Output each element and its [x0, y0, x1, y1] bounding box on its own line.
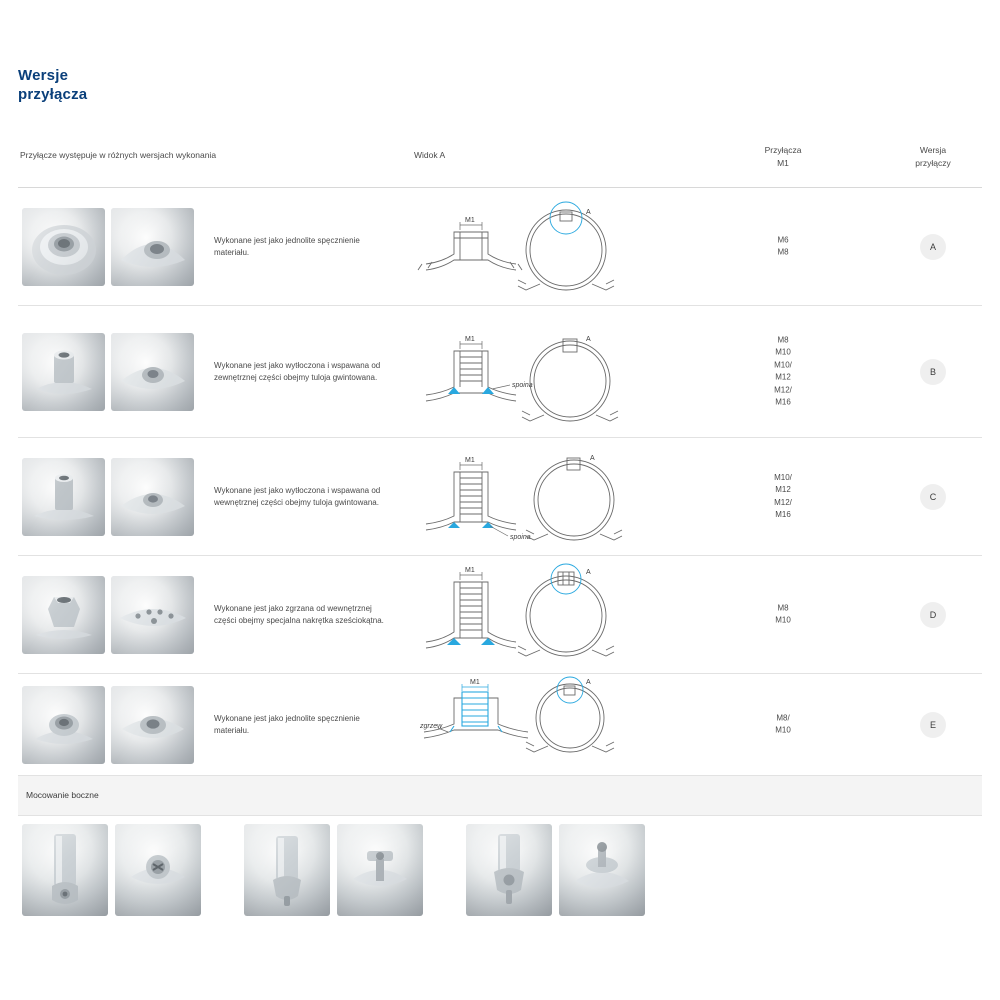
side-product-photo	[244, 824, 330, 916]
table-row	[18, 306, 982, 438]
photo-art-boss-top	[29, 216, 99, 278]
row-m1-values: M8 M10	[775, 603, 791, 625]
side-product-photo	[22, 824, 108, 916]
photo-art-side-clamp-2	[260, 830, 314, 910]
page-title	[18, 66, 87, 104]
side-product-photo	[115, 824, 201, 916]
row-description: Wykonane jest jako jednolite spęcznienie materiału.	[214, 713, 360, 735]
diagram-label-m1: M1	[470, 678, 480, 686]
version-badge: B	[920, 359, 946, 385]
side-product-photo	[559, 824, 645, 916]
diagram-label-weld: spoina	[512, 381, 533, 389]
version-badge: E	[920, 712, 946, 738]
photo-art-inner-flat	[117, 466, 189, 528]
table-row	[18, 188, 982, 306]
diagram-version-e	[414, 670, 704, 770]
table-row	[18, 674, 982, 776]
diagram-label-m1: M1	[465, 456, 475, 464]
version-badge: A	[920, 234, 946, 260]
photo-art-side-bolt-1	[125, 837, 191, 903]
photo-art-side-bolt-2	[347, 837, 413, 903]
row-photos	[22, 458, 194, 536]
column-header-version-line1: Wersja	[919, 145, 947, 155]
column-header-description: Przyłącze występuje w różnych wersjach wykonania	[20, 150, 217, 160]
table-header	[18, 138, 982, 188]
diagram-version-a	[414, 192, 704, 302]
photo-art-inner-sleeve	[30, 466, 98, 528]
photo-art-side-clamp-1	[38, 830, 92, 910]
product-photo	[22, 686, 105, 764]
diagram-version-b	[414, 317, 704, 437]
side-photo-pair	[22, 824, 201, 920]
column-header-m1-line2: M1	[777, 158, 789, 168]
photo-art-weld-boss-flat	[118, 697, 188, 753]
diagram-label-a: A	[586, 208, 591, 216]
product-photo	[111, 208, 194, 286]
diagram-label-a: A	[590, 454, 595, 462]
diagram-label-m1: M1	[465, 216, 475, 224]
page-title-line2: przyłącza	[18, 86, 88, 103]
diagram-label-a: A	[586, 335, 591, 343]
diagram-label-weld: spoina	[510, 533, 531, 541]
page-title-line1: Wersje	[18, 67, 69, 84]
product-photo	[111, 576, 194, 654]
column-header-m1-line1: Przyłącza	[764, 145, 802, 155]
row-diagram	[414, 560, 704, 670]
diagram-label-a: A	[586, 568, 591, 576]
diagram-label-m1: M1	[465, 335, 475, 343]
table-row	[18, 556, 982, 674]
side-product-photo	[337, 824, 423, 916]
row-m1-values: M6 M8	[777, 235, 789, 257]
row-description: Wykonane jest jako jednolite spęcznienie materiału.	[214, 235, 360, 257]
photo-art-side-bolt-3	[569, 837, 635, 903]
photo-art-boss-angle	[117, 216, 189, 278]
row-version	[878, 234, 988, 260]
side-photo-pair	[466, 824, 645, 920]
photo-art-sleeve-flat	[117, 341, 189, 403]
row-m1-values: M10/ M12 M12/ M16	[774, 472, 792, 519]
version-badge: D	[920, 602, 946, 628]
row-description: Wykonane jest jako zgrzana od wewnętrznej części obejmy specjalna nakrętka sześciokątna.	[214, 603, 384, 625]
side-product-photo	[466, 824, 552, 916]
row-description: Wykonane jest jako wytłoczona i wspawana od wewnętrznej części obejmy tuloja gwintowana.	[214, 485, 381, 507]
column-header-view: Widok A	[414, 150, 446, 160]
product-photo	[22, 458, 105, 536]
row-diagram	[414, 192, 704, 302]
row-description: Wykonane jest jako wytłoczona i wspawana od zewnętrznej części obejmy tuloja gwintowana.	[214, 360, 381, 382]
row-version	[878, 359, 988, 385]
row-m1-values: M8 M10 M10/ M12 M12/ M16	[774, 335, 792, 407]
section-header-label: Mocowanie boczne	[26, 790, 99, 800]
product-photo	[22, 333, 105, 411]
product-photo	[111, 458, 194, 536]
table-row	[18, 438, 982, 556]
row-m1-values: M8/ M10	[775, 713, 791, 735]
diagram-version-d	[414, 560, 704, 678]
photo-art-plate-holes	[116, 590, 190, 640]
side-mount-gallery	[22, 824, 982, 920]
row-photos	[22, 333, 194, 411]
row-version	[878, 602, 988, 628]
photo-art-weld-boss	[31, 697, 97, 753]
photo-art-sleeve-top	[30, 341, 98, 403]
product-photo	[111, 333, 194, 411]
row-diagram	[414, 670, 704, 780]
diagram-version-c	[414, 442, 704, 560]
diagram-label-m1: M1	[465, 566, 475, 574]
section-header-side-mount	[18, 776, 982, 816]
product-photo	[22, 576, 105, 654]
row-diagram	[414, 317, 704, 427]
row-photos	[22, 686, 194, 764]
column-header-version-line2: przyłączy	[915, 158, 951, 168]
row-photos	[22, 208, 194, 286]
product-photo	[22, 208, 105, 286]
column-header-version	[878, 144, 988, 170]
side-photo-pair	[244, 824, 423, 920]
photo-art-side-clamp-3	[482, 830, 536, 910]
column-header-m1	[718, 144, 848, 170]
row-version	[878, 712, 988, 738]
photo-art-hex-nut	[34, 583, 94, 647]
product-photo	[111, 686, 194, 764]
row-photos	[22, 576, 194, 654]
version-badge: C	[920, 484, 946, 510]
diagram-label-a: A	[586, 678, 591, 686]
row-version	[878, 484, 988, 510]
diagram-label-weld: zgrzew	[420, 722, 443, 730]
row-diagram	[414, 442, 704, 552]
